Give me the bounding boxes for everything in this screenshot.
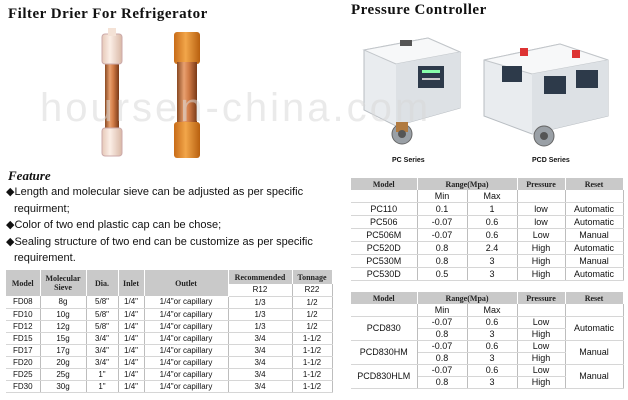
pc-header-model: Model [351,178,417,190]
table-cell: 1/4" [118,356,144,368]
table-cell: 1/3 [228,320,292,332]
table-row [6,308,332,320]
table-cell: High [517,328,565,340]
table-cell: -0.07 [417,364,467,376]
table-cell-model: PCD830HLM [351,364,417,388]
table-cell: 20g [40,356,86,368]
pc-series-caption: PC Series [392,157,425,164]
table-cell: 3 [467,254,517,267]
table-cell: 5/8" [86,308,118,320]
table-cell: 1" [86,368,118,380]
table-row [6,368,332,380]
table-row [351,215,623,228]
table-cell: 0.8 [417,241,467,254]
table-cell: 1-1/2 [292,368,332,380]
filter-drier-illustration [90,28,230,160]
table-cell: 1/4"or capillary [144,332,228,344]
pcd-sub-empty [517,304,565,316]
feature-item-cont: requirment; [14,202,70,215]
table-cell: FD15 [6,332,40,344]
col-header-outlet: Outlet [144,270,228,296]
table-cell: Manual [565,228,623,241]
table-cell-model: PCD830HM [351,340,417,364]
pcd-sub-min: Min [417,304,467,316]
table-row [6,332,332,344]
table-cell: 2.4 [467,241,517,254]
feature-item: ◆Sealing structure of two end can be customize as per specific [6,235,313,248]
table-cell: 1/3 [228,296,292,308]
table-cell: 1/4"or capillary [144,296,228,308]
table-cell: Automatic [565,215,623,228]
feature-list [6,184,313,267]
table-cell: 0.6 [467,340,517,352]
pc-table [351,178,624,281]
table-cell: FD25 [6,368,40,380]
col-header-inlet: Inlet [118,270,144,296]
table-cell: High [517,267,565,280]
table-cell: Low [517,364,565,376]
table-cell: -0.07 [417,316,467,328]
table-cell: 1-1/2 [292,344,332,356]
pc-sub-min: Min [417,190,467,202]
table-cell: Automatic [565,241,623,254]
table-cell: 1/4"or capillary [144,356,228,368]
table-row [6,296,332,308]
pc-sub-empty [517,190,565,202]
table-cell: 3/4 [228,368,292,380]
table-cell: FD20 [6,356,40,368]
filter-drier-table [6,270,333,393]
pc-header-range: Range(Mpa) [417,178,517,190]
drier-clear-caps [102,28,122,156]
table-cell: 1/4" [118,320,144,332]
table-cell: 5/8" [86,296,118,308]
pc-header-pressure: Pressure [517,178,565,190]
table-cell: PC530M [351,254,417,267]
table-cell: 3 [467,376,517,388]
table-cell: 17g [40,344,86,356]
table-cell-model: PCD830 [351,316,417,340]
table-row [351,241,623,254]
pc-header-reset: Reset [565,178,623,190]
table-cell: Low [517,228,565,241]
watermark: hoursen-china.com [40,86,432,130]
pcd-series-caption: PCD Series [532,157,570,164]
table-cell: FD08 [6,296,40,308]
pcd-header-range: Range(Mpa) [417,292,517,304]
table-cell: 1/4" [118,368,144,380]
table-cell: 0.6 [467,316,517,328]
table-cell: 3/4" [86,332,118,344]
table-row [351,228,623,241]
table-cell: PC506M [351,228,417,241]
col-header-dia: Dia. [86,270,118,296]
table-cell: 3 [467,328,517,340]
table-cell: 0.5 [417,267,467,280]
feature-item-cont: requirement. [14,252,76,264]
feature-item: ◆Length and molecular sieve can be adjusted as per specific [6,186,304,198]
table-cell: -0.07 [417,215,467,228]
table-cell: 3 [467,352,517,364]
col-header-model: Model [6,270,40,296]
table-cell: 0.8 [417,352,467,364]
table-cell-reset: Manual [565,364,623,388]
table-cell: 0.6 [467,215,517,228]
table-cell: 8g [40,296,86,308]
pc-series-illustration [356,30,472,154]
filter-drier-title: Filter Drier For Refrigerator [8,6,208,22]
table-cell: High [517,352,565,364]
pcd-table [351,292,624,389]
table-cell: 0.6 [467,364,517,376]
table-cell-reset: Manual [565,340,623,364]
table-cell: low [517,202,565,215]
pcd-header-reset: Reset [565,292,623,304]
table-cell: High [517,241,565,254]
table-row [351,316,623,328]
table-cell: High [517,254,565,267]
col-header-sieve: Molecular Sieve [40,270,86,296]
table-row [6,356,332,368]
table-cell: 1/2 [292,320,332,332]
table-cell: 1/4"or capillary [144,380,228,392]
table-cell: FD10 [6,308,40,320]
pcd-sub-max: Max [467,304,517,316]
table-cell: 10g [40,308,86,320]
table-row [6,380,332,392]
table-row [351,364,623,376]
table-row [351,340,623,352]
table-cell: 1/4"or capillary [144,344,228,356]
table-cell: 1/2 [292,308,332,320]
table-cell: 1/4" [118,308,144,320]
table-cell: Automatic [565,202,623,215]
table-cell: 0.8 [417,254,467,267]
col-header-recommended: Recommended [228,270,292,284]
table-cell: 1/4" [118,332,144,344]
table-cell: PC520D [351,241,417,254]
table-cell: 1-1/2 [292,380,332,392]
pc-sub-empty [351,190,417,202]
table-cell: 0.8 [417,328,467,340]
pcd-sub-empty [565,304,623,316]
table-cell: FD30 [6,380,40,392]
table-cell: 0.1 [417,202,467,215]
table-cell: FD12 [6,320,40,332]
table-row [351,202,623,215]
table-cell: Low [517,316,565,328]
table-cell: 25g [40,368,86,380]
feature-item: ◆Color of two end plastic cap can be chose; [6,219,222,231]
table-cell: low [517,215,565,228]
table-cell: 1-1/2 [292,332,332,344]
table-row [351,267,623,280]
table-cell: 1-1/2 [292,356,332,368]
table-cell: 0.8 [417,376,467,388]
table-cell: 1/4" [118,296,144,308]
table-cell: PC506 [351,215,417,228]
table-row [6,344,332,356]
pcd-sub-empty [351,304,417,316]
feature-heading: Feature [8,168,51,183]
table-cell: 3/4 [228,344,292,356]
table-row [6,320,332,332]
pcd-header-model: Model [351,292,417,304]
table-cell: 30g [40,380,86,392]
table-cell: 3/4 [228,380,292,392]
table-cell: 12g [40,320,86,332]
table-cell: Low [517,340,565,352]
table-cell-reset: Automatic [565,316,623,340]
table-cell: 1/4"or capillary [144,320,228,332]
table-cell: 1 [467,202,517,215]
table-cell: 1/2 [292,296,332,308]
table-cell: 15g [40,332,86,344]
table-cell: 1/3 [228,308,292,320]
table-cell: PC530D [351,267,417,280]
table-cell: 5/8" [86,320,118,332]
subheader-r12: R12 [228,284,292,296]
table-cell: 1/4"or capillary [144,308,228,320]
table-cell: PC110 [351,202,417,215]
pc-sub-empty [565,190,623,202]
table-cell: 3/4" [86,344,118,356]
table-cell: 0.6 [467,228,517,241]
table-cell: 3 [467,267,517,280]
table-cell: FD17 [6,344,40,356]
table-cell: Automatic [565,267,623,280]
table-cell: 3/4 [228,356,292,368]
table-cell: High [517,376,565,388]
table-cell: 1/4" [118,380,144,392]
table-cell: -0.07 [417,340,467,352]
subheader-r22: R22 [292,284,332,296]
table-cell: 3/4 [228,332,292,344]
table-cell: 1" [86,380,118,392]
pcd-header-pressure: Pressure [517,292,565,304]
table-cell: 3/4" [86,356,118,368]
table-cell: -0.07 [417,228,467,241]
table-cell: 1/4" [118,344,144,356]
pressure-controller-title: Pressure Controller [351,2,487,18]
drier-orange-caps [174,32,200,158]
table-row [351,254,623,267]
pcd-series-illustration [480,36,620,154]
table-cell: Manual [565,254,623,267]
col-header-tonnage: Tonnage [292,270,332,284]
table-cell: 1/4"or capillary [144,368,228,380]
pc-sub-max: Max [467,190,517,202]
